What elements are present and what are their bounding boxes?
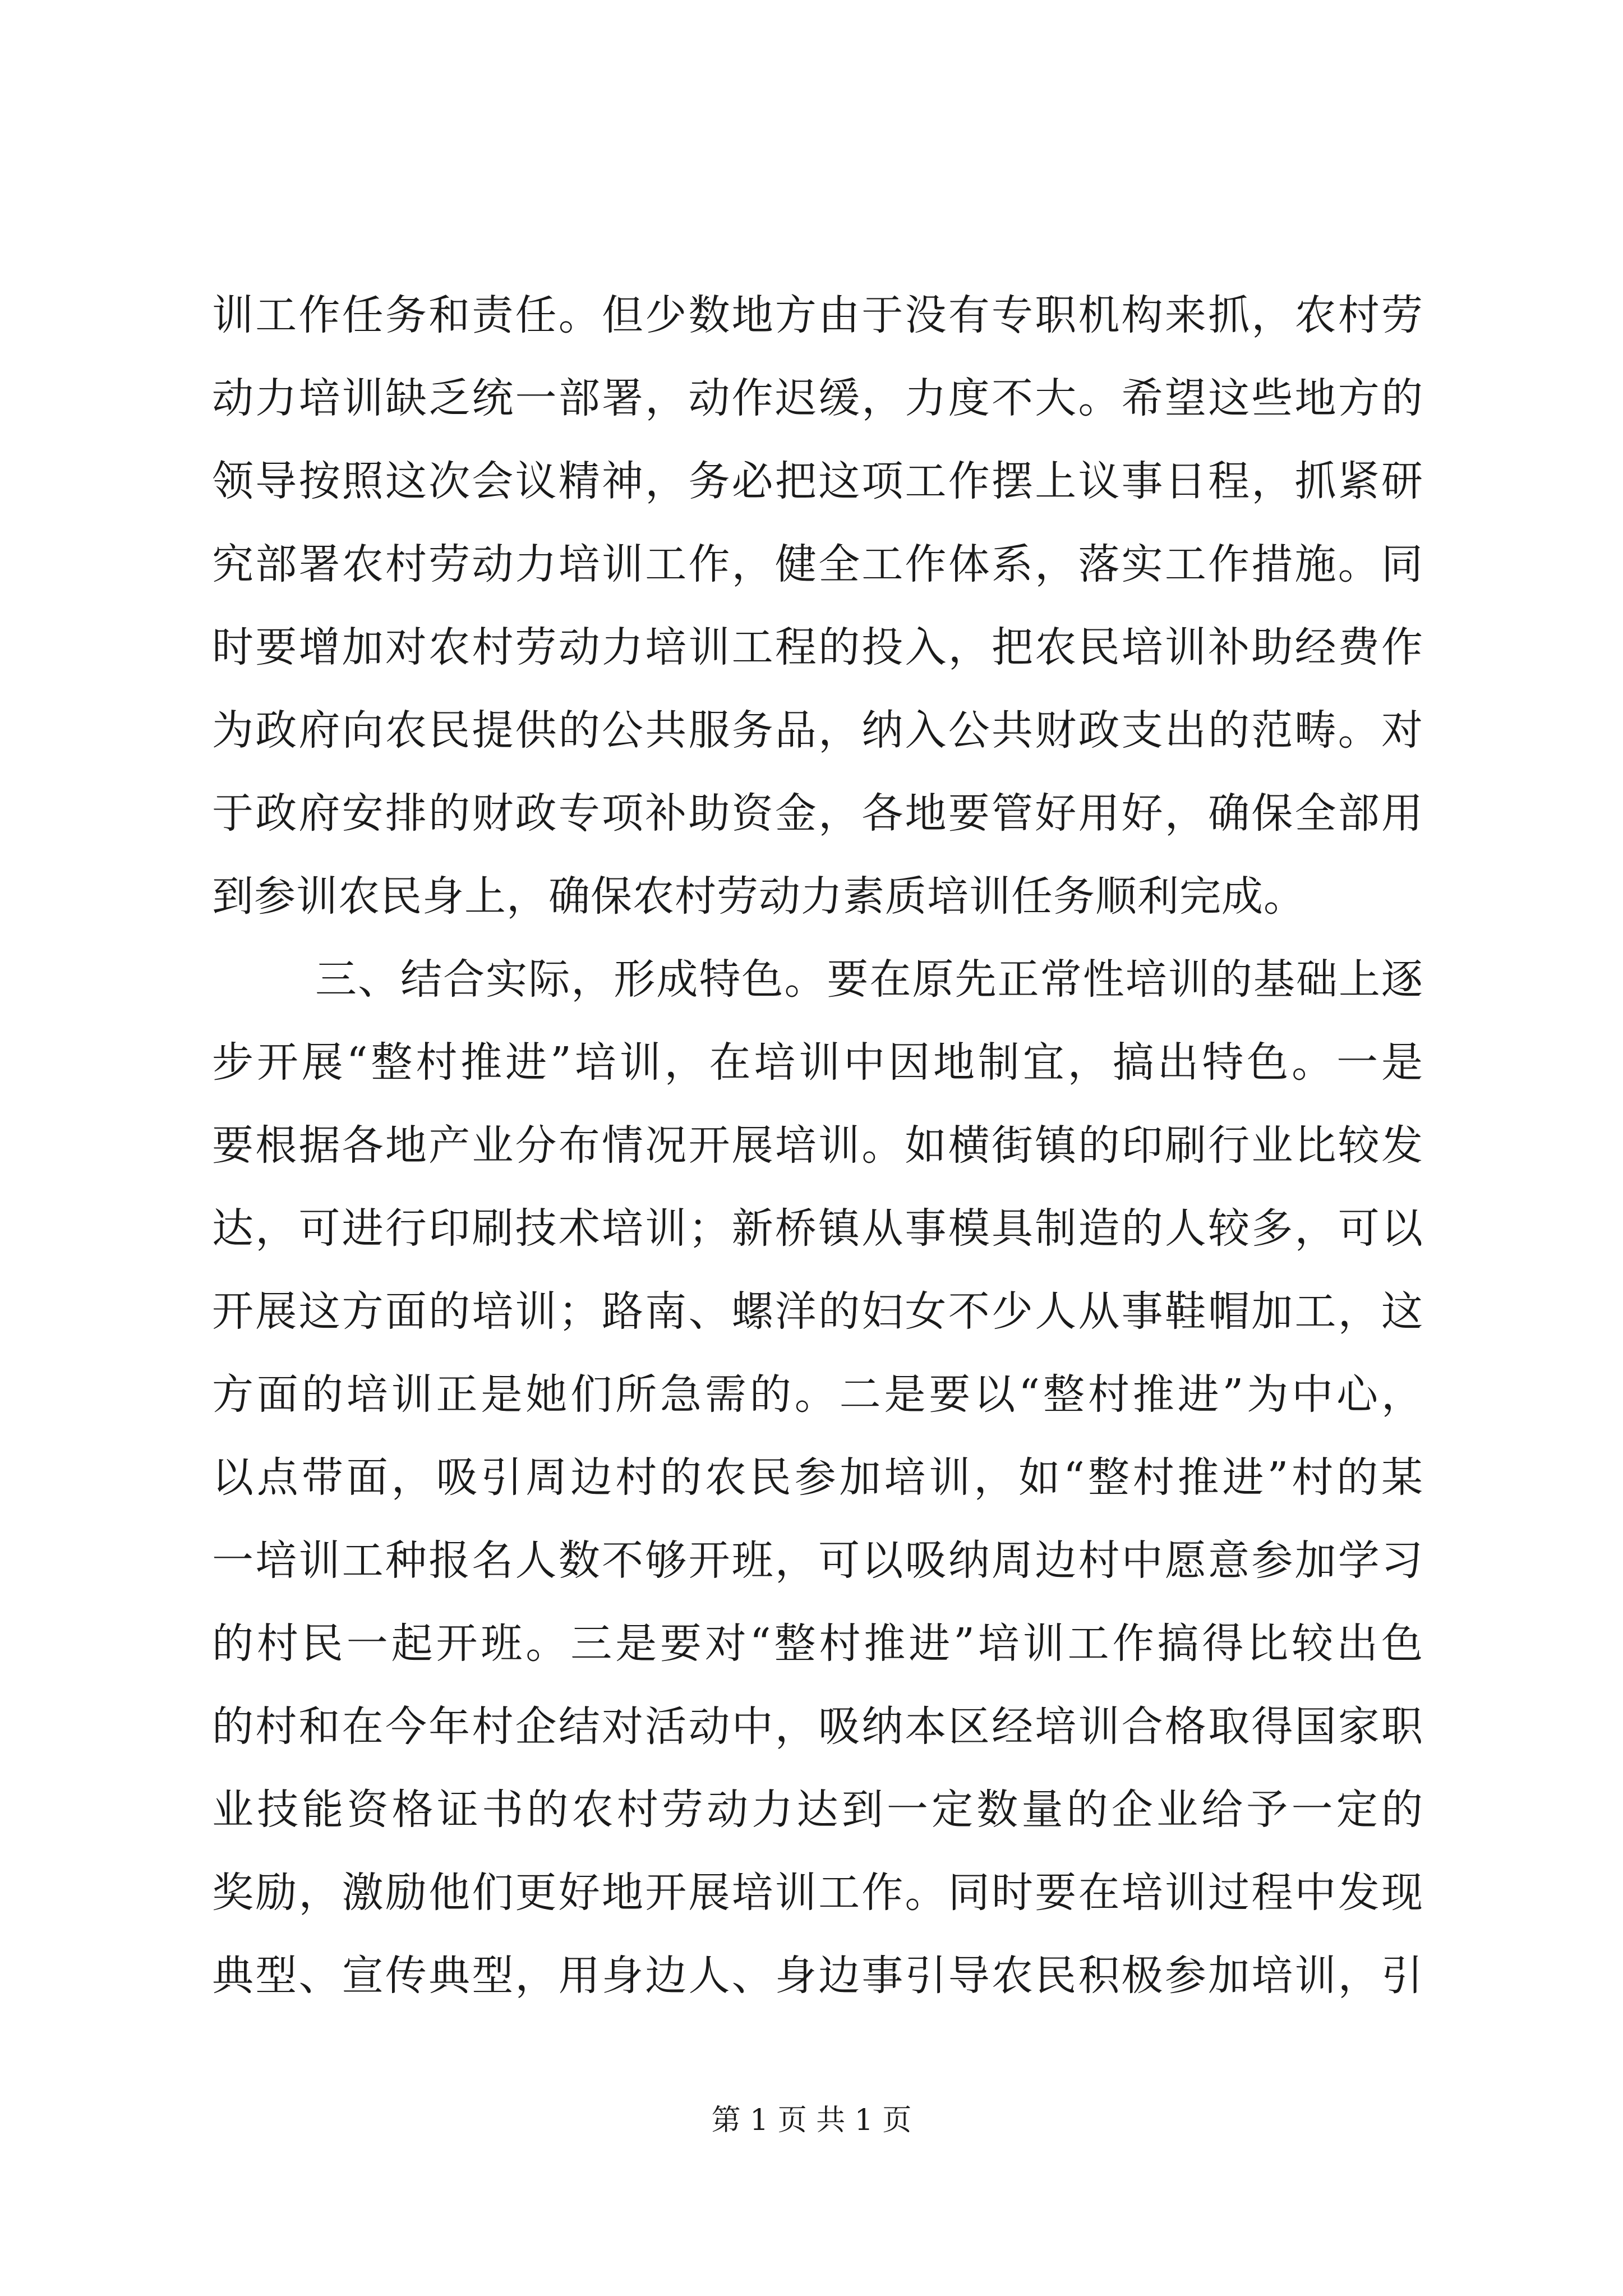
body-line: 训工作任务和责任。但少数地方由于没有专职机构来抓，农村劳 xyxy=(212,291,1423,339)
body-line: 要根据各地产业分布情况开展培训。如横街镇的印刷行业比较发 xyxy=(212,1121,1423,1170)
body-line: 开展这方面的培训；路南、螺洋的妇女不少人从事鞋帽加工，这 xyxy=(212,1287,1423,1336)
body-line: 方面的培训正是她们所急需的。二是要以“整村推进”为中心， xyxy=(212,1370,1423,1419)
body-line: 为政府向农民提供的公共服务品，纳入公共财政支出的范畴。对 xyxy=(212,706,1423,754)
body-line: 步开展“整村推进”培训，在培训中因地制宜，搞出特色。一是 xyxy=(212,1038,1423,1087)
body-line: 动力培训缺乏统一部署，动作迟缓，力度不大。希望这些地方的 xyxy=(212,374,1423,422)
body-line: 到参训农民身上，确保农村劳动力素质培训任务顺利完成。 xyxy=(212,872,1306,921)
body-line: 以点带面，吸引周边村的农民参加培训，如“整村推进”村的某 xyxy=(212,1453,1423,1502)
body-line: 的村和在今年村企结对活动中，吸纳本区经培训合格取得国家职 xyxy=(212,1703,1423,1751)
page-number-footer: 第 1 页 共 1 页 xyxy=(711,2104,912,2137)
body-line: 业技能资格证书的农村劳动力达到一定数量的企业给予一定的 xyxy=(212,1786,1423,1834)
body-line: 的村民一起开班。三是要对“整村推进”培训工作搞得比较出色 xyxy=(212,1619,1423,1668)
body-line: 一培训工种报名人数不够开班，可以吸纳周边村中愿意参加学习 xyxy=(212,1536,1423,1585)
body-line: 究部署农村劳动力培训工作，健全工作体系，落实工作措施。同 xyxy=(212,540,1423,588)
body-line: 于政府安排的财政专项补助资金，各地要管好用好，确保全部用 xyxy=(212,789,1423,838)
body-line: 达，可进行印刷技术培训；新桥镇从事模具制造的人较多，可以 xyxy=(212,1204,1423,1253)
section-heading-line: 三、结合实际，形成特色。要在原先正常性培训的基础上逐 xyxy=(315,955,1423,1004)
body-line: 典型、宣传典型，用身边人、身边事引导农民积极参加培训，引 xyxy=(212,1952,1423,2000)
body-line: 时要增加对农村劳动力培训工程的投入，把农民培训补助经费作 xyxy=(212,623,1423,671)
body-line: 奖励，激励他们更好地开展培训工作。同时要在培训过程中发现 xyxy=(212,1869,1423,1917)
body-line: 领导按照这次会议精神，务必把这项工作摆上议事日程，抓紧研 xyxy=(212,457,1423,505)
